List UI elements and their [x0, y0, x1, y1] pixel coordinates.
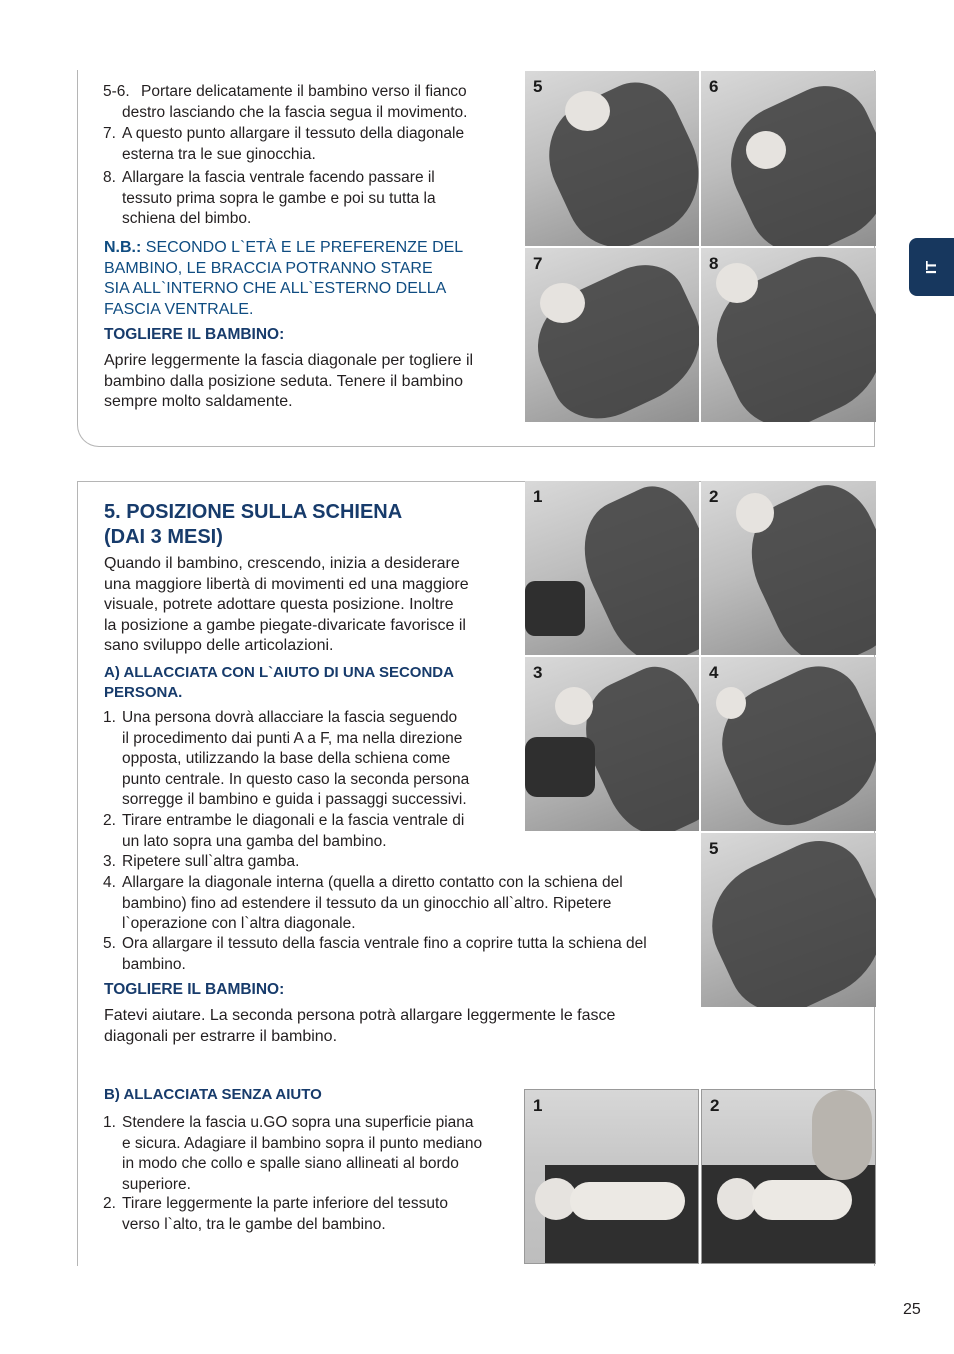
remove-text-back: Fatevi aiutare. La seconda persona potrà allargare leggermente le fasce diagonali per estrarre il bambino. [104, 1007, 616, 1045]
photo-a-1: 1 [525, 481, 699, 655]
photo-step-7: 7 [525, 248, 699, 422]
language-tab[interactable]: IT [909, 238, 954, 296]
photo-a-5: 5 [701, 833, 876, 1007]
page-number: 25 [903, 1301, 921, 1318]
remove-heading-back: TOGLIERE IL BAMBINO: [104, 981, 285, 998]
photo-b-1: 1 [524, 1089, 699, 1264]
section-title: 5. POSIZIONE SULLA SCHIENA (DAI 3 MESI) [104, 501, 403, 548]
remove-text-top: Aprire leggermente la fascia diagonale per togliere il bambino dalla posizione seduta. Tenere il bambino sempre molto saldamente. [104, 352, 474, 410]
photo-a-2: 2 [701, 481, 876, 655]
photo-step-8: 8 [701, 248, 876, 422]
photo-a-3: 3 [525, 657, 699, 831]
photo-a-4: 4 [701, 657, 876, 831]
photo-b-2: 2 [701, 1089, 876, 1264]
nb-note: N.B.: SECONDO L`ETÀ E LE PREFERENZE DEL BAMBINO, LE BRACCIA POTRANNO STARE SIA ALL`INTERNO CHE ALL`ESTERNO DELLA FASCIA VENTRALE. [104, 239, 464, 318]
photo-step-5: 5 [525, 71, 699, 246]
photo-step-6: 6 [701, 71, 876, 246]
subsection-b-heading: B) ALLACCIATA SENZA AIUTO [104, 1086, 322, 1103]
remove-heading-top: TOGLIERE IL BAMBINO: [104, 326, 285, 343]
section-intro: Quando il bambino, crescendo, inizia a desiderare una maggiore libertà di movimenti ed una maggiore visuale, potrete adottare questa posizione. Inoltre la posizione a gambe piegate-divaricate favorisce il sano sviluppo delle articolazioni. [104, 555, 469, 654]
subsection-a-heading: A) ALLACCIATA CON L`AIUTO DI UNA SECONDA PERSONA. [104, 664, 454, 701]
